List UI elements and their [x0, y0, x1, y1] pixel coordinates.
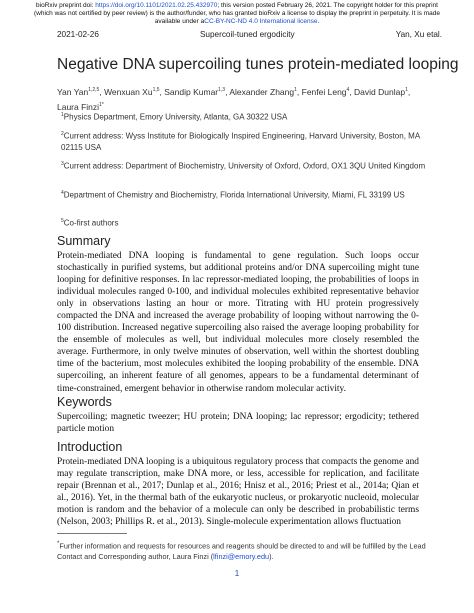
- author-list: Yan Yan$^{1,2,5}$, Wenxuan Xu$^{1,5}$, Sandip Kumar$^{1,3}$, Alexander Zhang$^1$, Fenfei Leng$^4$, David Dunlap$^1$, Laura Finzi$^{1*}$: [57, 86, 411, 112]
- banner-line-1: [14, 2, 460, 10]
- header-date: 2021-02-26: [57, 30, 99, 39]
- affiliation-number: 2: [61, 131, 64, 137]
- author-name: Sandip Kumar: [164, 86, 219, 97]
- affiliation-number: 1: [61, 112, 64, 118]
- keywords-text: Supercoiling; magnetic tweezer; HU protein; DNA looping; lac repressor; ergodicity; tethered particle motion: [57, 412, 419, 435]
- affiliation-2: [61, 129, 431, 154]
- author: [229, 87, 297, 97]
- footnote-mark: *: [57, 540, 60, 547]
- author-affiliation-mark: 1: [405, 87, 408, 93]
- author-affiliation-mark: 1,3: [218, 87, 226, 93]
- license-link[interactable]: CC-BY-NC-ND 4.0 International license: [204, 18, 318, 25]
- author-name: Yan Yan: [57, 86, 89, 97]
- author-name: Wenxuan Xu: [104, 86, 153, 97]
- summary-heading: Summary: [57, 234, 111, 248]
- author: [354, 87, 408, 97]
- summary-text: Protein-mediated DNA looping is fundamental to gene regulation. Such loops occur stochastically in purified systems, but additional proteins and/or DNA supercoiling might tune looping for definitive responses. In lac repressor-mediated looping, the probabilities of loops in individual molecules ranged 0-100, and individual molecules exhibited representative behavior only in observations lasting an hour or more. Titrating with HU protein progressively compacted the DNA and increased the average probability of looping without narrowing the 0-100 distribution. Increased negative supercoiling also raised the average looping probability for the ensemble of molecules as well, but individual molecules more closely resembled the average. Furthermore, in only twelve minutes of observation, well within the shortest doubling time of the bacterium, most molecules exhibited the looping probability of the ensemble. DNA supercoiling, an inherent feature of all genomes, appears to be a fundamental determinant of time-constrained, emergent behavior in otherwise random molecular activity.: [57, 251, 419, 394]
- affiliation-text: Department of Chemistry and Biochemistry, Florida International University, Miami, FL 33199 US: [63, 190, 405, 200]
- footnote: [57, 538, 427, 562]
- header-authors: Yan, Xu etal.: [395, 30, 442, 39]
- author-affiliation-mark: 1: [294, 87, 297, 93]
- paper-title: Negative DNA supercoiling tunes protein-mediated looping: [57, 56, 459, 73]
- banner-line-2: (which was not certified by peer review) is the author/funder, who has granted bioRxiv a license to display the preprint in perpetuity. It is made: [34, 10, 440, 17]
- affiliation-text: Physics Department, Emory University, Atlanta, GA 30322 USA: [63, 112, 288, 122]
- affiliation-text: Current address: Wyss Institute for Biologically Inspired Engineering, Harvard University, Boston, MA 02115 USA: [61, 131, 420, 153]
- footnote-text: Further information and requests for resources and reagents should be directed to and will be fulfilled by the Lead Contact and Corresponding author, Laura Finzi (: [57, 541, 426, 562]
- affiliation-number: 4: [61, 190, 64, 196]
- author-name: David Dunlap: [354, 86, 406, 97]
- author: [57, 87, 99, 97]
- introduction-heading: Introduction: [57, 440, 123, 454]
- author-affiliation-mark: 1,5: [152, 87, 160, 93]
- keywords-heading: Keywords: [57, 395, 112, 409]
- author-name: Alexander Zhang: [229, 86, 295, 97]
- author: [302, 87, 350, 97]
- footnote-text: ).: [269, 552, 274, 562]
- affiliation-4: [61, 188, 431, 201]
- author-affiliation-mark: 1*: [99, 101, 104, 108]
- banner-text: available under a: [154, 18, 205, 25]
- banner-text: bioRxiv preprint doi:: [36, 2, 96, 9]
- affiliation-text: Co-first authors: [63, 218, 119, 228]
- author: [104, 87, 159, 97]
- banner-text: ; this version posted February 26, 2021. The copyright holder for this preprint: [217, 2, 438, 9]
- biorxiv-preprint-banner: [14, 2, 460, 26]
- introduction-text: Protein-mediated DNA looping is a ubiquitous regulatory process that compacts the genome and may regulate transcription, make DNA more, or less, accessible for replication, and facilitate repair (Brennan et al., 2017; Dunlap et al., 2016; Hnisz et al., 2016; Priest et al., 2014a; Qian et al., 2016). Yet, in the thermal bath of the eukaryotic nucleus, or prokaryotic nucleoid, molecular motion is random and the behavior of a molecule can only be described in probabilistic terms (Nelson, 2003; Phillips R. et al., 2013). Single-molecule experimentation allows fluctuation: [57, 457, 419, 528]
- author-affiliation-mark: 4: [346, 87, 350, 93]
- author: [164, 87, 225, 97]
- author-name: Laura Finzi: [57, 101, 100, 112]
- running-header: [57, 30, 442, 39]
- affiliation-3: [61, 159, 431, 172]
- author-affiliation-mark: 1,2,5: [88, 87, 100, 93]
- affiliation-number: 3: [61, 161, 64, 167]
- footnote-rule: [57, 533, 127, 534]
- header-short-title: Supercoil-tuned ergodicity: [199, 30, 295, 39]
- affiliation-text: Current address: Department of Biochemistry, University of Oxford, Oxford, OX1 3QU United Kingdom: [63, 161, 426, 171]
- doi-link[interactable]: https://doi.org/10.1101/2021.02.25.432970: [95, 2, 218, 9]
- author-name: Fenfei Leng: [301, 86, 347, 97]
- banner-text: .: [317, 18, 320, 25]
- banner-line-3: [14, 18, 460, 26]
- affiliation-1: [61, 110, 431, 123]
- affiliation-number: 5: [61, 218, 64, 224]
- email-link[interactable]: lfinzi@emory.edu: [213, 552, 270, 562]
- page-number: 1: [234, 569, 240, 578]
- affiliation-5: [61, 216, 431, 229]
